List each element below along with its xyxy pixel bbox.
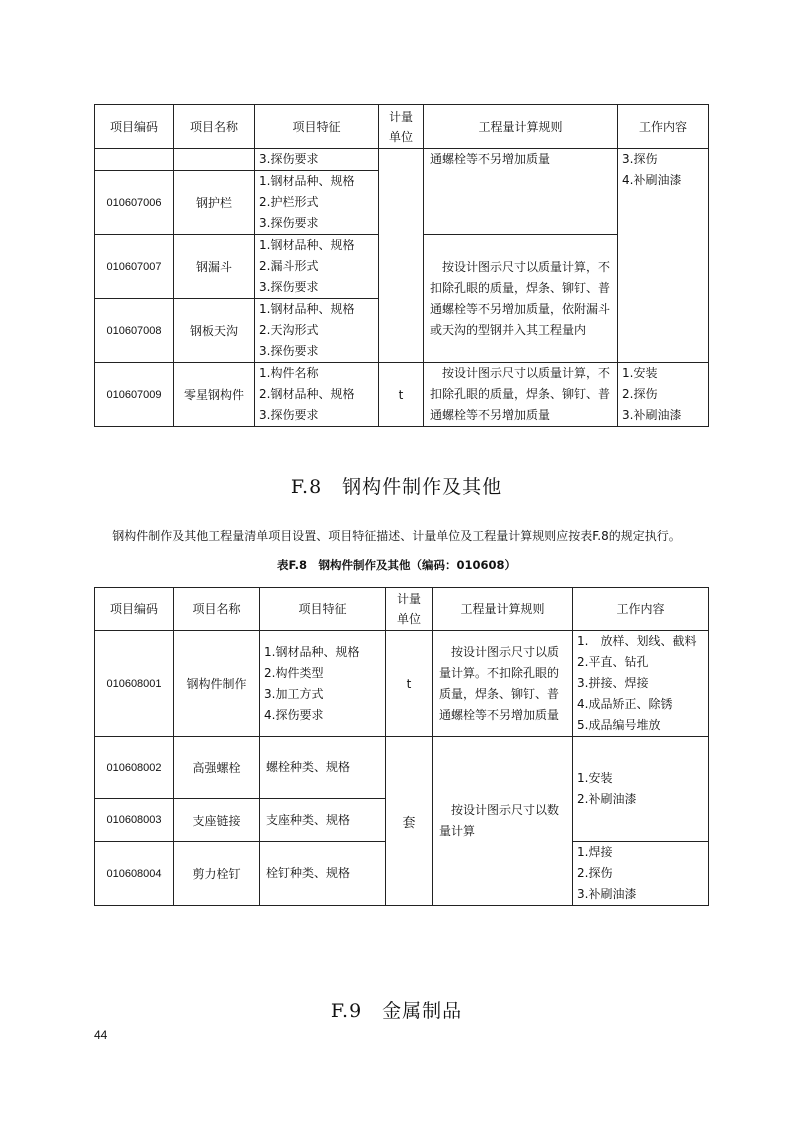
page-number: 44: [94, 1028, 108, 1042]
feature-item: 螺栓种类、规格: [266, 760, 351, 774]
table-row: [95, 631, 709, 737]
header-work: 工作内容: [618, 105, 709, 149]
cell-features: [255, 149, 379, 171]
header-rule: 工程量计算规则: [433, 588, 573, 631]
cell-name: 钢板天沟: [174, 299, 255, 363]
rule-text: 量计算: [439, 824, 476, 838]
intro-paragraph: 钢构件制作及其他工程量清单项目设置、项目特征描述、计量单位及工程量计算规则应按表F.8的规定执行。: [112, 529, 681, 543]
cell-unit: t: [386, 631, 433, 737]
cell-rule: [433, 737, 573, 906]
rule-text: 或天沟的型钢并入其工程量内: [430, 322, 587, 337]
work-item: 1.安装: [622, 366, 658, 380]
cell-features: [260, 842, 386, 906]
work-item: 2.探伤: [577, 866, 613, 880]
header-work: 工作内容: [573, 588, 709, 631]
rule-text: 通螺栓等不另增加质量: [439, 707, 560, 722]
work-item: 3.拼接、焊接: [577, 676, 649, 690]
feature-item: 3.探伤要求: [259, 280, 319, 294]
cell-features: [260, 631, 386, 737]
work-item: 1.焊接: [577, 845, 613, 859]
cell-features: [255, 235, 379, 299]
feature-item: 4.探伤要求: [264, 707, 324, 722]
feature-item: 2.天沟形式: [259, 323, 319, 337]
header-rule: 工程量计算规则: [424, 105, 618, 149]
header-name: 项目名称: [174, 588, 260, 631]
work-item: 2.补刷油漆: [577, 792, 637, 806]
rule-text: 通螺栓等不另增加质量: [430, 152, 551, 166]
work-item: 2.平直、钻孔: [577, 655, 649, 669]
cell-features: [255, 171, 379, 235]
rule-text: 按设计图示尺寸以质量计算，不: [442, 259, 611, 274]
cell-name: 零星钢构件: [174, 363, 255, 427]
cell-code: 010607008: [95, 299, 174, 363]
work-item: 3.探伤: [622, 152, 658, 166]
feature-item: 1.钢材品种、规格: [259, 174, 355, 188]
feature-item: 2.护栏形式: [259, 195, 319, 209]
cell-code: 010607006: [95, 171, 174, 235]
header-features: 项目特征: [260, 588, 386, 631]
rule-text: 量计算。不扣除孔眼的: [439, 665, 560, 680]
work-item: 3.补刷油漆: [622, 408, 682, 422]
work-item: 5.成品编号堆放: [577, 718, 661, 732]
cell-rule: [424, 363, 618, 427]
feature-item: 1.构件名称: [259, 366, 319, 380]
cell-name: 钢漏斗: [174, 235, 255, 299]
cell-work: [573, 842, 709, 906]
cell-work: [618, 363, 709, 427]
cell-code: 010608003: [95, 799, 174, 842]
rule-text: 质量，焊条、铆钉、普: [439, 686, 560, 701]
cell-code: 010607009: [95, 363, 174, 427]
feature-item: 3.探伤要求: [259, 344, 319, 358]
cell-empty: [174, 149, 255, 171]
cell-unit: 套: [386, 737, 433, 906]
work-item: 1. 放样、划线、截料: [577, 634, 697, 648]
rule-text: 通螺栓等不另增加质量: [430, 408, 551, 422]
cell-features: [255, 363, 379, 427]
cell-features: [260, 737, 386, 799]
feature-item: 栓钉种类、规格: [266, 866, 351, 880]
rule-text: 扣除孔眼的质量，焊条、铆钉、普: [430, 387, 611, 401]
feature-item: 3.探伤要求: [259, 216, 319, 230]
header-unit: [379, 105, 424, 149]
cell-name: 高强螺栓: [174, 737, 260, 799]
section-title-f8: F.8 钢构件制作及其他: [290, 476, 503, 498]
cell-unit: t: [379, 363, 424, 427]
cell-rule: [424, 235, 618, 363]
cell-name: 钢构件制作: [174, 631, 260, 737]
cell-name: 支座链接: [174, 799, 260, 842]
table-caption: 表F.8 钢构件制作及其他（编码：010608）: [276, 558, 517, 572]
cell-features: [255, 299, 379, 363]
header-code: 项目编码: [95, 588, 174, 631]
cell-empty: [95, 149, 174, 171]
cell-code: 010608001: [95, 631, 174, 737]
feature-item: 支座种类、规格: [266, 812, 351, 827]
feature-item: 2.钢材品种、规格: [259, 387, 355, 401]
cell-work: [618, 149, 709, 363]
table-row: [95, 737, 709, 799]
cell-rule: [424, 149, 618, 235]
feature-item: 1.钢材品种、规格: [264, 644, 360, 659]
table-f8: [94, 587, 709, 906]
rule-text: 通螺栓等不另增加质量，依附漏斗: [430, 301, 611, 316]
rule-text: 按设计图示尺寸以数: [451, 803, 560, 817]
work-item: 4.补刷油漆: [622, 173, 682, 187]
feature-item: 3.探伤要求: [259, 152, 319, 166]
feature-item: 2.构件类型: [264, 665, 324, 680]
rule-text: 按设计图示尺寸以质: [451, 644, 560, 659]
table-row: [95, 363, 709, 427]
header-code: 项目编码: [95, 105, 174, 149]
work-item: 3.补刷油漆: [577, 887, 637, 901]
cell-code: 010608004: [95, 842, 174, 906]
feature-item: 3.加工方式: [264, 686, 324, 701]
table-f7-continuation: [94, 104, 709, 427]
header-unit: [386, 588, 433, 631]
rule-text: 按设计图示尺寸以质量计算，不: [442, 366, 611, 380]
feature-item: 1.钢材品种、规格: [259, 238, 355, 252]
cell-unit-empty: [379, 149, 424, 363]
feature-item: 3.探伤要求: [259, 408, 319, 422]
feature-item: 1.钢材品种、规格: [259, 302, 355, 316]
header-features: 项目特征: [255, 105, 379, 149]
cell-name: 剪力栓钉: [174, 842, 260, 906]
cell-code: 010608002: [95, 737, 174, 799]
work-item: 4.成品矫正、除锈: [577, 697, 673, 711]
header-unit-line1: 计量: [396, 592, 421, 606]
work-item: 2.探伤: [622, 387, 658, 401]
table-header-row: [95, 105, 709, 149]
table-header-row: [95, 588, 709, 631]
cell-features: [260, 799, 386, 842]
feature-item: 2.漏斗形式: [259, 259, 319, 273]
cell-work: [573, 737, 709, 842]
rule-text: 扣除孔眼的质量，焊条、铆钉、普: [430, 280, 611, 295]
cell-name: 钢护栏: [174, 171, 255, 235]
table-row: [95, 149, 709, 171]
header-unit-line1: 计量: [388, 109, 413, 124]
header-name: 项目名称: [174, 105, 255, 149]
work-item: 1.安装: [577, 771, 613, 785]
cell-code: 010607007: [95, 235, 174, 299]
header-unit-line2: 单位: [388, 129, 413, 144]
cell-rule: [433, 631, 573, 737]
section-title-f9: F.9 金属制品: [330, 1000, 463, 1022]
cell-work: [573, 631, 709, 737]
header-unit-line2: 单位: [396, 612, 421, 626]
